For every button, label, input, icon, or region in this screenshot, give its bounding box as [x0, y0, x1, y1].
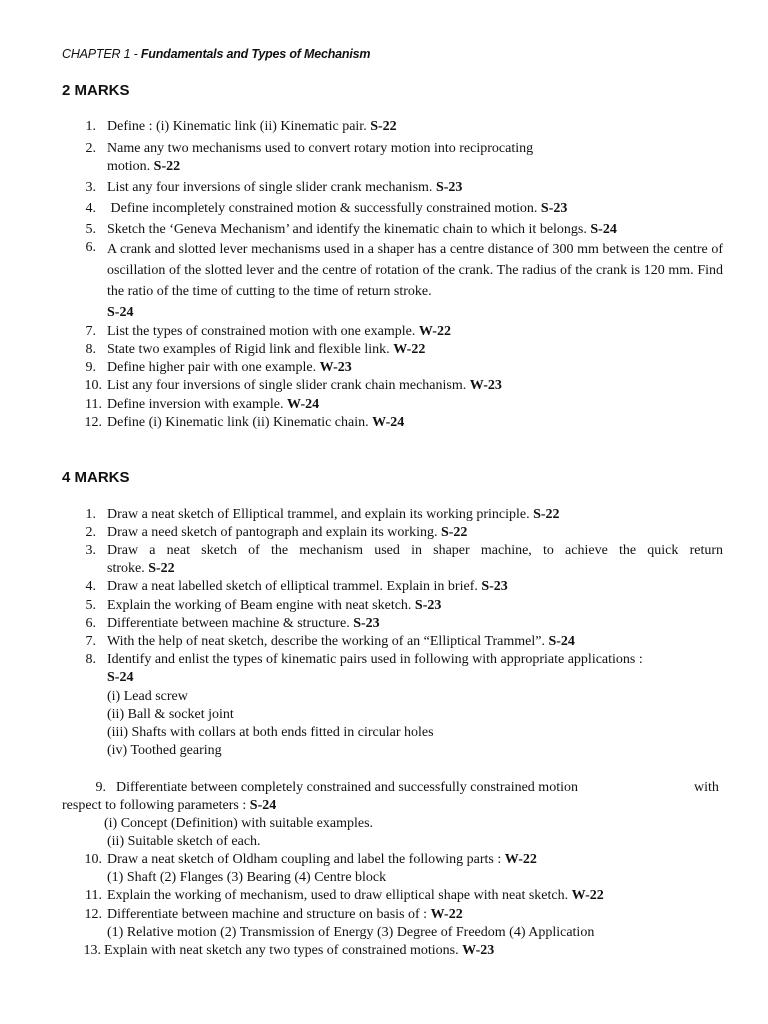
section-heading-4-marks: 4 MARKS: [62, 469, 130, 486]
item-number: 13.: [83, 943, 101, 958]
item-number: 12.: [84, 907, 102, 922]
exam-code: S-22: [440, 525, 468, 540]
sub-item: (iii) Shafts with collars at both ends fitted in circular holes: [107, 725, 434, 740]
item-number: 7.: [85, 324, 96, 339]
item-text: Define : (i) Kinematic link (ii) Kinematic pair.: [107, 119, 371, 134]
item-number: 10.: [84, 378, 102, 393]
item-text: Draw a neat sketch of Elliptical trammel, and explain its working principle.: [107, 507, 534, 522]
section-heading-2-marks: 2 MARKS: [62, 82, 130, 99]
item-text: Sketch the ‘Geneva Mechanism’ and identify the kinematic chain to which it belongs.: [107, 222, 591, 237]
exam-code: S-23: [435, 180, 463, 195]
exam-code: S-23: [353, 616, 380, 631]
exam-code: S-23: [481, 579, 508, 594]
exam-code: S-24: [107, 305, 134, 320]
exam-code: S-24: [548, 634, 575, 649]
exam-code: W-23: [469, 378, 502, 393]
sub-item: (i) Lead screw: [107, 689, 188, 704]
item-text: respect to following parameters :: [62, 798, 250, 813]
sub-item: (ii) Suitable sketch of each.: [107, 834, 261, 849]
item-text: Differentiate between machine & structure.: [107, 616, 354, 631]
item-text: Define (i) Kinematic link (ii) Kinematic chain.: [107, 415, 373, 430]
item-text: Draw a neat sketch of the mechanism used in shaper machine, to achieve the quick return: [107, 543, 723, 558]
sub-item: (ii) Ball & socket joint: [107, 707, 234, 722]
item-number: 8.: [85, 652, 96, 667]
item-text: Name any two mechanisms used to convert rotary motion into reciprocating: [107, 141, 534, 156]
sub-item: (1) Relative motion (2) Transmission of Energy (3) Degree of Freedom (4) Application: [107, 925, 595, 940]
item-text: Explain with neat sketch any two types of constrained motions.: [104, 943, 463, 958]
item-number: 3.: [85, 180, 96, 195]
item-number: 2.: [85, 525, 96, 540]
item-text: Draw a need sketch of pantograph and explain its working.: [107, 525, 441, 540]
item-text: Define inversion with example.: [107, 397, 288, 412]
item-text: List the types of constrained motion with one example.: [107, 324, 419, 339]
item-text: stroke.: [107, 561, 149, 576]
exam-code: W-22: [504, 852, 537, 867]
item-text: Draw a neat labelled sketch of elliptical trammel. Explain in brief.: [107, 579, 482, 594]
sub-item: (1) Shaft (2) Flanges (3) Bearing (4) Centre block: [107, 870, 387, 885]
exam-code: S-22: [148, 561, 175, 576]
exam-code: W-24: [372, 415, 405, 430]
exam-code: S-24: [107, 670, 134, 685]
exam-code: S-23: [540, 201, 568, 216]
item-number: 9.: [85, 360, 96, 375]
chapter-prefix: CHAPTER 1 -: [62, 47, 141, 61]
item-text: Differentiate between machine and structure on basis of :: [107, 907, 431, 922]
item-number: 9.: [95, 780, 106, 795]
exam-code: W-22: [430, 907, 463, 922]
item-number: 1.: [85, 507, 96, 522]
exam-code: S-23: [414, 598, 442, 613]
sub-item: (i) Concept (Definition) with suitable examples.: [104, 816, 374, 831]
item-text: With the help of neat sketch, describe the working of an “Elliptical Trammel”.: [107, 634, 549, 649]
item-number: 2.: [85, 141, 96, 156]
item-number: 4.: [85, 579, 96, 594]
item-number: 4.: [85, 201, 96, 216]
item-text: Draw a neat sketch of Oldham coupling and label the following parts :: [107, 852, 505, 867]
item-text: motion.: [107, 159, 154, 174]
item-number: 6.: [85, 616, 96, 631]
item-text: Explain the working of Beam engine with neat sketch.: [107, 598, 415, 613]
item-number: 12.: [84, 415, 102, 430]
exam-code: W-22: [418, 324, 451, 339]
exam-code: S-22: [533, 507, 560, 522]
exam-code: W-23: [462, 943, 495, 958]
item-number: 6.: [85, 240, 96, 255]
item-number: 7.: [85, 634, 96, 649]
exam-code: S-24: [590, 222, 617, 237]
exam-code: W-24: [287, 397, 320, 412]
item-text: Explain the working of mechanism, used to draw elliptical shape with neat sketch.: [107, 888, 572, 903]
exam-code: W-23: [319, 360, 352, 375]
chapter-heading: [62, 47, 370, 61]
exam-code: W-22: [571, 888, 604, 903]
item-number: 8.: [85, 342, 96, 357]
item-text: List any four inversions of single slider crank chain mechanism.: [107, 378, 470, 393]
exam-code: W-22: [393, 342, 426, 357]
item-text: Define higher pair with one example.: [107, 360, 320, 375]
item-number: 5.: [85, 222, 96, 237]
item-number: 11.: [85, 397, 102, 412]
item-text: Identify and enlist the types of kinematic pairs used in following with appropriate applications :: [107, 652, 643, 667]
sub-item: (iv) Toothed gearing: [107, 743, 222, 758]
item-number: 1.: [85, 119, 96, 134]
item-text: with: [694, 780, 719, 795]
item-text: A crank and slotted lever mechanisms used in a shaper has a centre distance of 300 mm between the centre of oscillation of the slotted lever and the centre of rotation of the crank. The radius of the crank is 120 mm. Find the ratio of the time of cutting to the time of return stroke.: [107, 242, 723, 299]
item-text: List any four inversions of single slider crank mechanism.: [107, 180, 436, 195]
item-text: Define incompletely constrained motion & successfully constrained motion.: [107, 201, 541, 216]
item-number: 11.: [85, 888, 102, 903]
item-text: Differentiate between completely constrained and successfully constrained motion: [116, 780, 578, 795]
chapter-title: Fundamentals and Types of Mechanism: [140, 47, 371, 61]
item-number: 3.: [85, 543, 96, 558]
exam-code: S-22: [370, 119, 397, 134]
exam-code: S-22: [153, 159, 181, 174]
exam-code: S-24: [249, 798, 277, 813]
item-text: State two examples of Rigid link and flexible link.: [107, 342, 394, 357]
item-number: 5.: [85, 598, 96, 613]
item-number: 10.: [84, 852, 102, 867]
